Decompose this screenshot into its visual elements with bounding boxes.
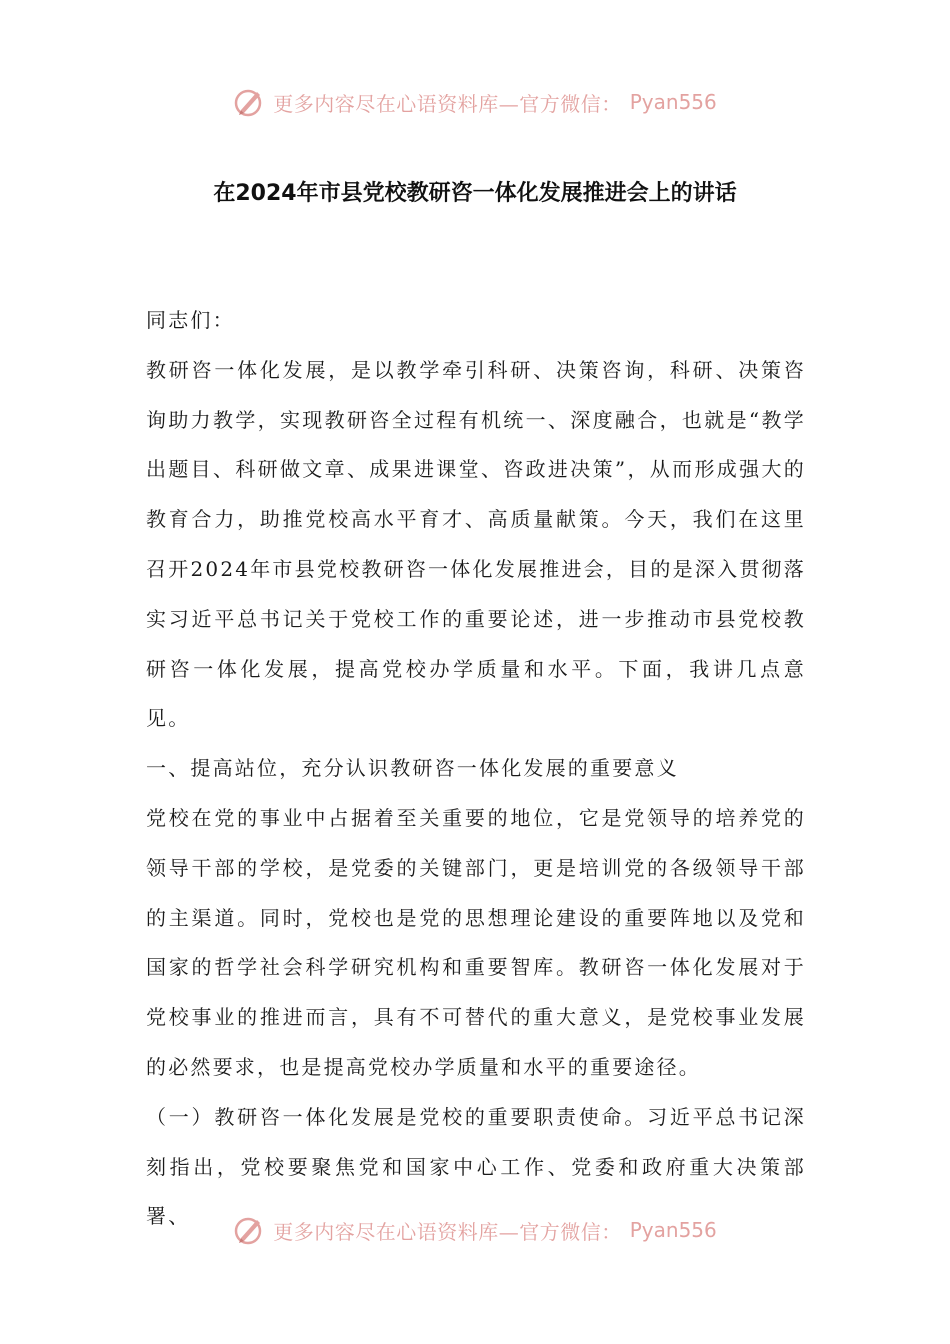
document-body: [146, 296, 806, 1242]
watermark-text: 更多内容尽在心语资料库—官方微信：: [273, 1219, 622, 1244]
paragraph-intro: 教研咨一体化发展，是以教学牵引科研、决策咨询，科研、决策咨询助力教学，实现教研咨全过程有机统一、深度融合，也就是“教学出题目、科研做文章、成果进课堂、咨政进决策”，从而形成强大的教育合力，助推党校高水平育才、高质量献策。今天，我们在这里召开2024年市县党校教研咨一体化发展推进会，目的是深入贯彻落实习近平总书记关于党校工作的重要论述，进一步推动市县党校教研咨一体化发展，提高党校办学质量和水平。下面，我讲几点意见。: [146, 357, 806, 731]
watermark-header: [0, 82, 950, 122]
pen-logo-icon: [233, 1214, 265, 1246]
watermark-handle: Pyan556: [629, 90, 717, 114]
salutation: 同志们：: [146, 308, 235, 332]
document-title: 在2024年市县党校教研咨一体化发展推进会上的讲话: [213, 181, 737, 206]
paragraph-body: 党校在党的事业中占据着至关重要的地位，它是党领导的培养党的领导干部的学校，是党委的关键部门，更是培训党的各级领导干部的主渠道。同时，党校也是党的思想理论建设的重要阵地以及党和国家的哲学社会科学研究机构和重要智库。教研咨一体化发展对于党校事业的推进而言，具有不可替代的重大意义，是党校事业发展的必然要求，也是提高党校办学质量和水平的重要途径。: [146, 805, 806, 1079]
watermark-handle: Pyan556: [629, 1218, 717, 1242]
watermark-text: 更多内容尽在心语资料库—官方微信：: [273, 91, 622, 116]
paragraph-subsection: （一）教研咨一体化发展是党校的重要职责使命。习近平总书记深刻指出，党校要聚焦党和国家中心工作、党委和政府重大决策部署、: [146, 1104, 806, 1229]
watermark-footer: [0, 1210, 950, 1250]
section-heading: 一、提高站位，充分认识教研咨一体化发展的重要意义: [146, 756, 679, 781]
pen-logo-icon: [233, 86, 265, 118]
